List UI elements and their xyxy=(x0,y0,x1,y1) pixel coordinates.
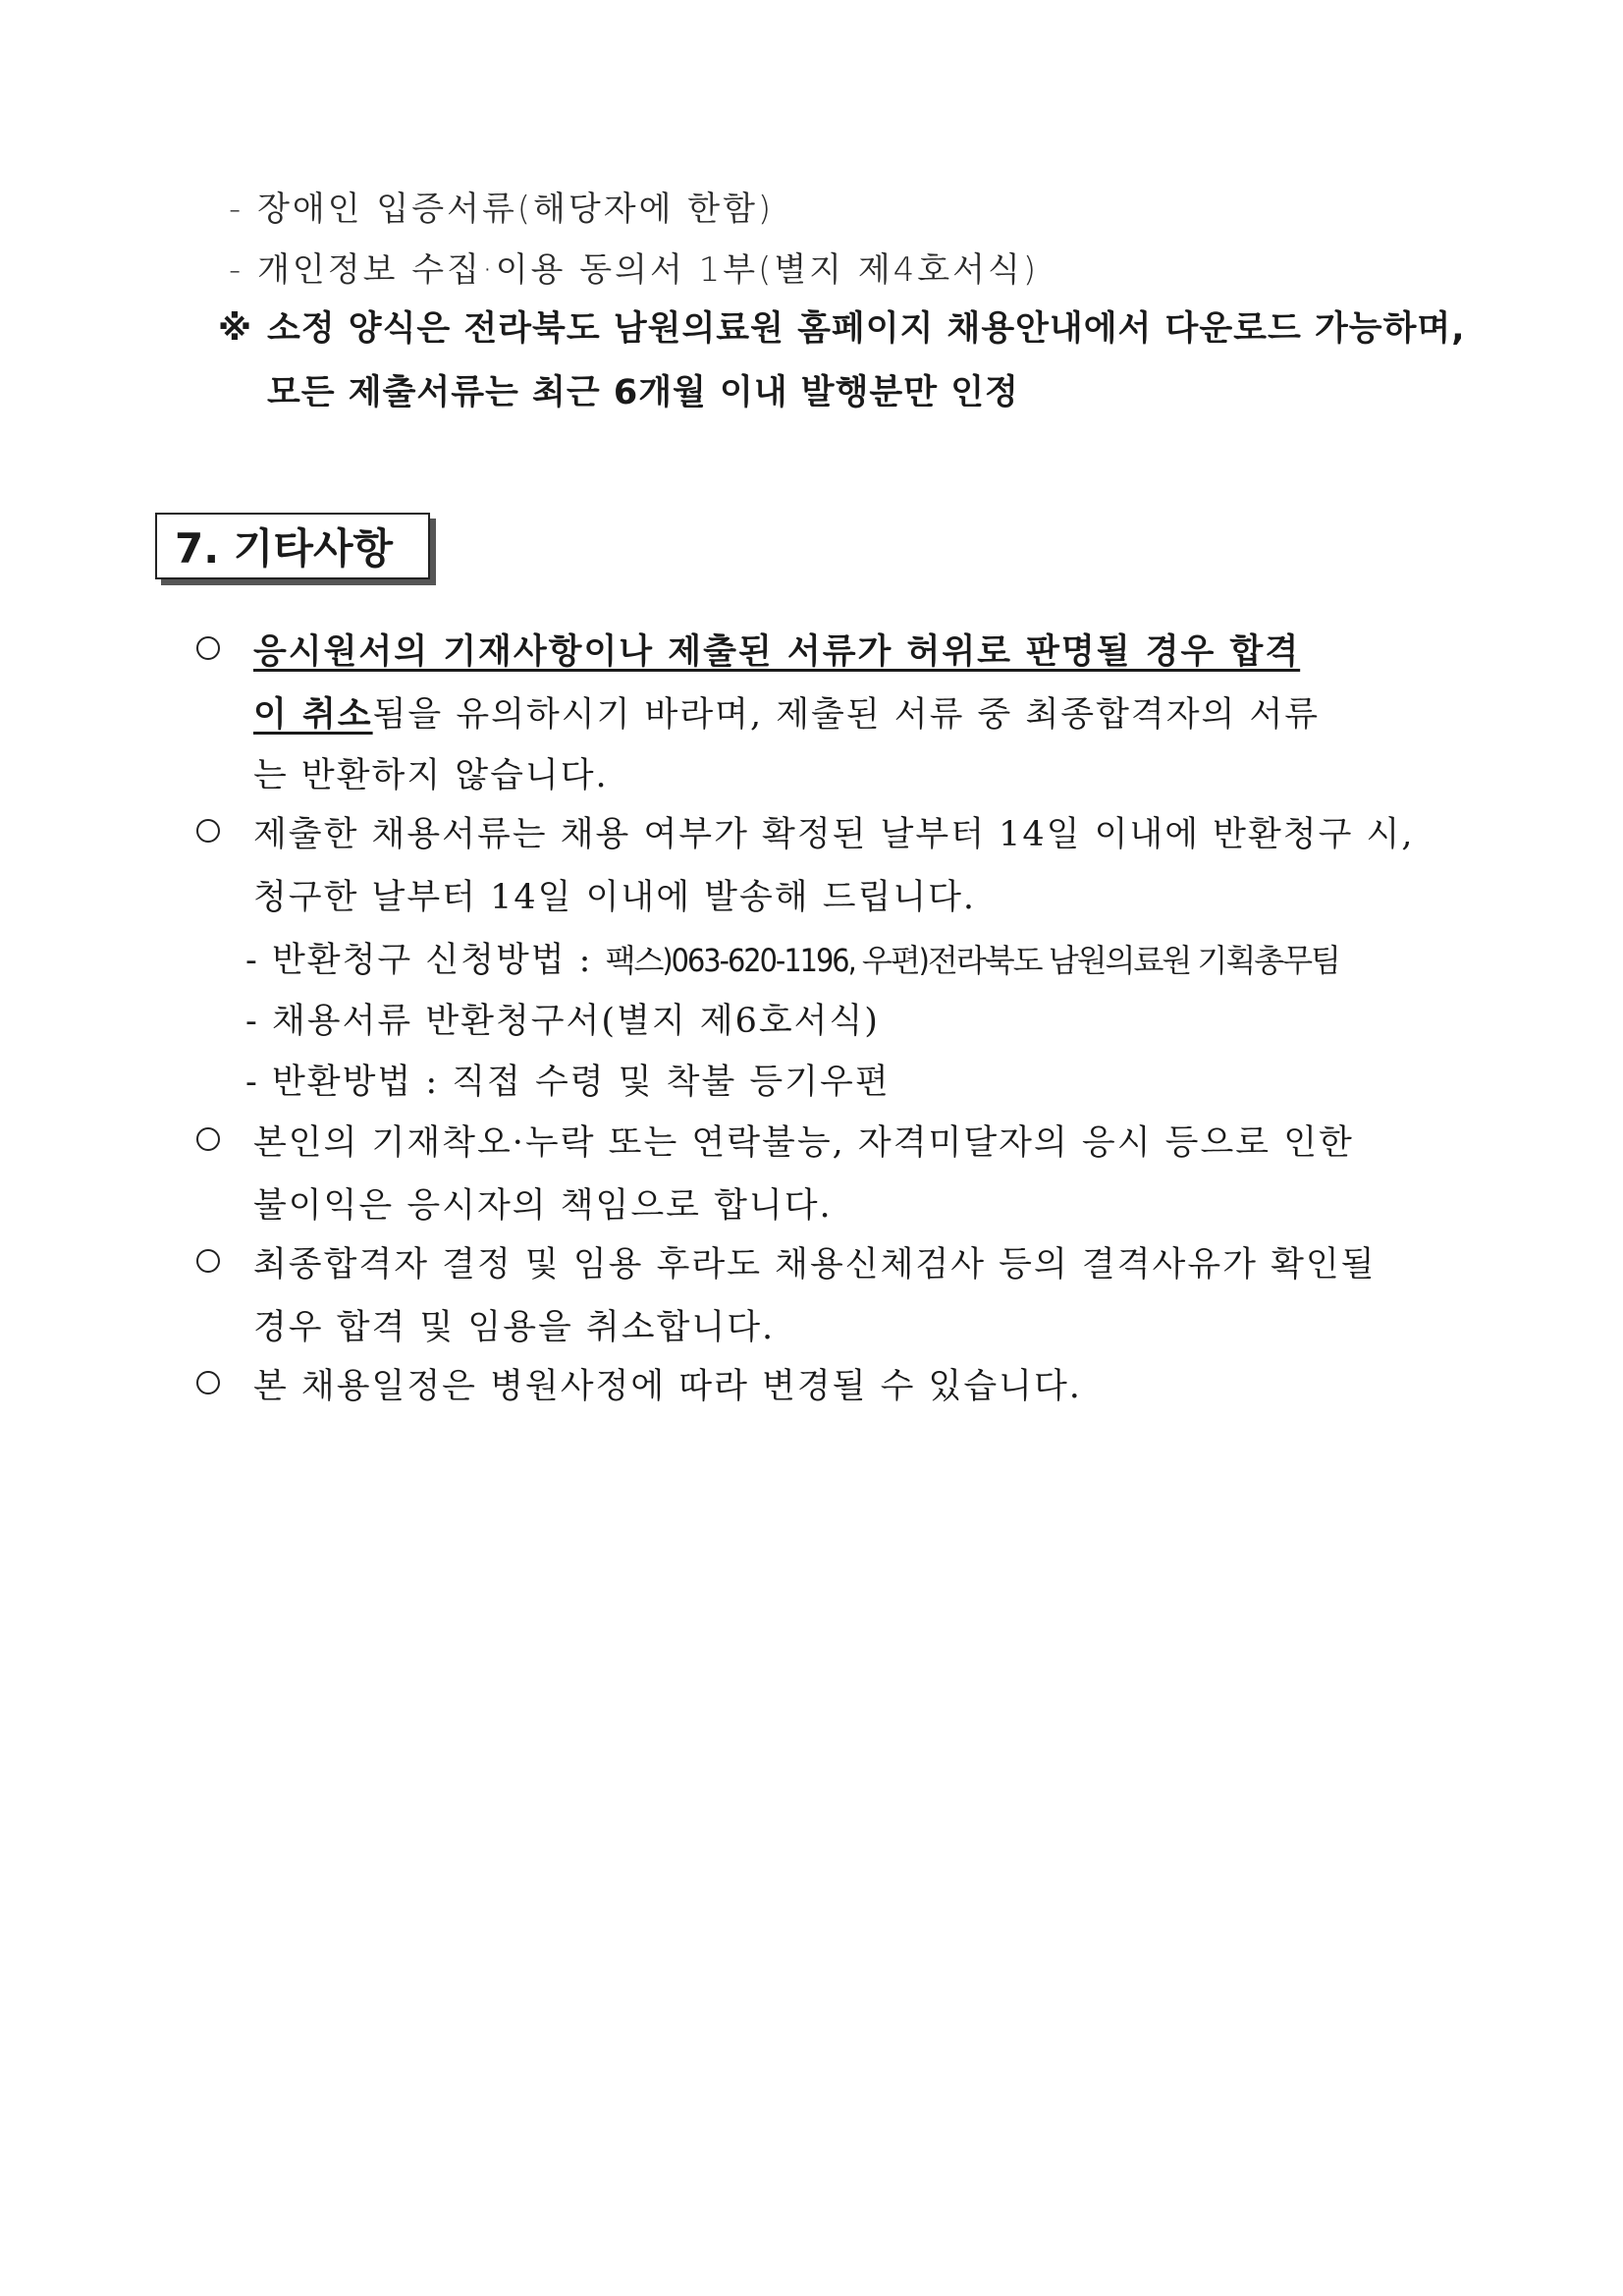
item-1-emphasis-cont: 이 취소 xyxy=(253,694,373,735)
sub-1-value: 팩스)063-620-1196, 우편)전라북도 남원의료원 기획총무팀 xyxy=(605,942,1339,979)
bullet-circle-icon xyxy=(196,636,220,660)
sub-1-label: - 반환청구 신청방법 : xyxy=(245,941,606,980)
item-2-sub-2: - 채용서류 반환청구서(별지 제6호서식) xyxy=(245,1002,880,1041)
item-3-line-2: 불이익은 응시자의 책임으로 합니다. xyxy=(253,1186,833,1226)
item-2-line-1: 제출한 채용서류는 채용 여부가 확정된 날부터 14일 이내에 반환청구 시, xyxy=(253,815,1415,854)
list-item-disability-proof: - 장애인 입증서류(해당자에 한함) xyxy=(229,190,775,229)
item-1-emphasis: 응시원서의 기재사항이나 제출된 서류가 허위로 판명될 경우 합격 xyxy=(253,631,1301,672)
item-3-line-1: 본인의 기재착오·누락 또는 연락불능, 자격미달자의 응시 등으로 인한 xyxy=(253,1123,1354,1163)
note-form-download xyxy=(218,301,1494,351)
bullet-circle-icon xyxy=(196,819,220,843)
list-item-privacy-consent: - 개인정보 수집·이용 동의서 1부(별지 제4호서식) xyxy=(229,250,1040,290)
item-2-line-2: 청구한 날부터 14일 이내에 발송해 드립니다. xyxy=(253,878,977,917)
note-line-1: 소정 양식은 전라북도 남원의료원 홈페이지 채용안내에서 다운로드 가능하며, xyxy=(267,309,1466,349)
item-1-line-2 xyxy=(253,687,1320,737)
item-4-line-1: 최종합격자 결정 및 임용 후라도 채용신체검사 등의 결격사유가 확인될 xyxy=(253,1245,1377,1285)
item-1-line-3: 는 반환하지 않습니다. xyxy=(253,756,609,795)
item-5-line-1: 본 채용일정은 병원사정에 따라 변경될 수 있습니다. xyxy=(253,1367,1082,1406)
section-heading xyxy=(155,513,430,579)
section-heading-text: 7. 기타사항 xyxy=(175,524,394,573)
bullet-circle-icon xyxy=(196,1371,220,1394)
item-1-text: 됨을 유의하시기 바라며, 제출된 서류 중 최종합격자의 서류 xyxy=(372,695,1321,735)
reference-mark: ※ xyxy=(218,309,253,349)
item-2-sub-3: - 반환방법 : 직접 수령 및 착불 등기우편 xyxy=(245,1063,891,1102)
bullet-circle-icon xyxy=(196,1249,220,1273)
item-4-line-2: 경우 합격 및 임용을 취소합니다. xyxy=(253,1308,776,1347)
item-1-line-1 xyxy=(253,625,1300,674)
bullet-circle-icon xyxy=(196,1127,220,1151)
note-line-2: 모든 제출서류는 최근 6개월 이내 발행분만 인정 xyxy=(267,373,1019,412)
item-2-sub-1 xyxy=(245,933,1339,982)
